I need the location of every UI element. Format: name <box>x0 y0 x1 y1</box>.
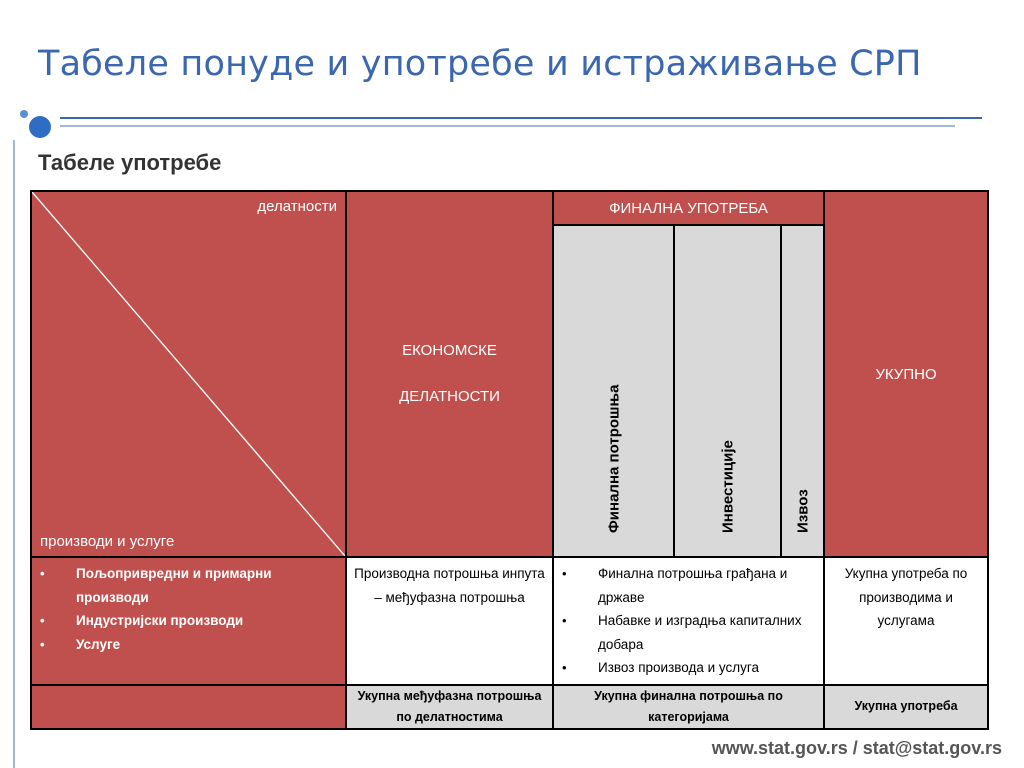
econ-line-1: ЕКОНОМСКЕ <box>402 341 497 359</box>
col-label-investments: Инвестиције <box>719 440 736 533</box>
totals-row-label <box>31 685 346 729</box>
diagonal-line <box>32 192 345 556</box>
col-investments <box>674 225 781 557</box>
intermediate-consumption-text: Производна потрошња инпута – међуфазна потрошња <box>354 566 545 605</box>
final-use-item: • Набавке и изградња капиталних добара <box>598 609 823 656</box>
product-item: • Пољопривредни и примарни производи <box>76 562 345 609</box>
total-overall-text: Укупна употреба <box>854 699 958 713</box>
intermediate-consumption-cell <box>346 557 553 685</box>
total-intermediate-cell <box>346 685 553 729</box>
final-use-item: • Извоз производа и услуга <box>598 656 823 680</box>
product-item: • Индустријски производи <box>76 609 345 633</box>
final-use-list <box>554 562 823 680</box>
final-use-cell <box>553 557 824 685</box>
use-table <box>30 190 989 730</box>
footer-contact[interactable]: www.stat.gov.rs / stat@stat.gov.rs <box>711 738 1002 758</box>
corner-label-activities: делатности <box>257 198 337 215</box>
col-label-final-consumption: Финална потрошња <box>605 384 622 533</box>
corner-cell <box>31 191 346 557</box>
total-header: УКУПНО <box>824 191 988 557</box>
col-label-exports: Извоз <box>794 489 811 533</box>
col-final-consumption <box>553 225 674 557</box>
final-use-item: • Финална потрошња грађана и државе <box>598 562 823 609</box>
col-exports <box>781 225 824 557</box>
total-final-cell <box>553 685 824 729</box>
economic-activities-header <box>346 191 553 557</box>
product-item: • Услуге <box>76 633 345 657</box>
products-list <box>32 562 345 656</box>
products-cell <box>31 557 346 685</box>
total-use-cell <box>824 557 988 685</box>
total-final-text: Укупна финална потрошња по категоријама <box>594 688 783 724</box>
total-use-text: Укупна употреба по производима и услугама <box>844 566 968 628</box>
section-subtitle: Табеле употребе <box>38 150 222 175</box>
final-use-header: ФИНАЛНА УПОТРЕБА <box>553 191 824 225</box>
total-overall-cell <box>824 685 988 729</box>
total-intermediate-text: Укупна међуфазна потрошња по делатностима <box>357 688 542 724</box>
corner-label-products: производи и услуге <box>40 533 175 550</box>
econ-line-2: ДЕЛАТНОСТИ <box>399 388 500 405</box>
slide-title: Табеле понуде и употребе и истраживање СРП <box>38 44 922 84</box>
